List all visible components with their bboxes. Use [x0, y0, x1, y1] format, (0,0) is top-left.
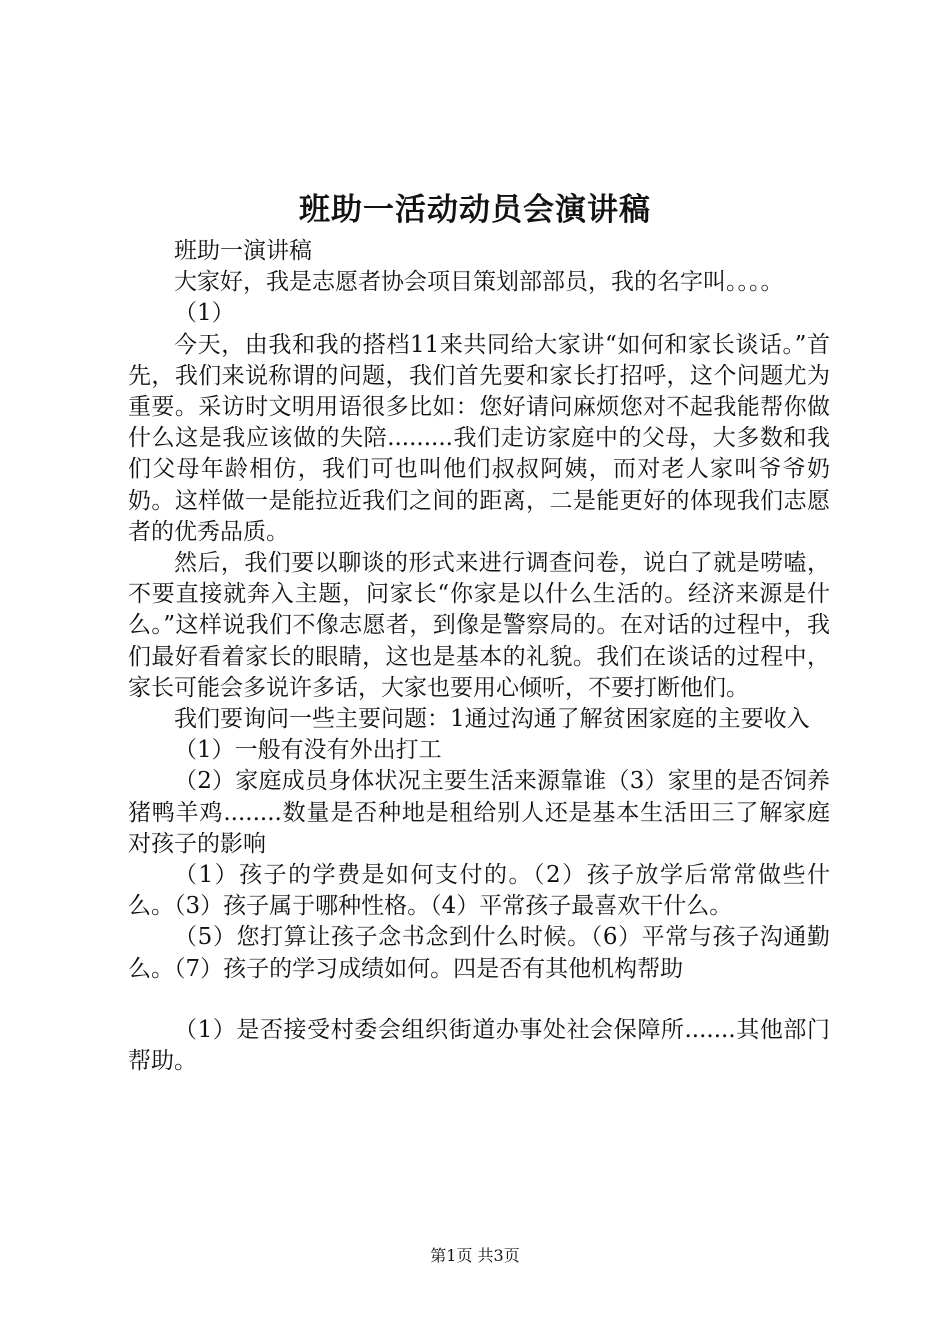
page-footer: 第1页 共3页: [430, 1246, 520, 1265]
paragraph: 班助一演讲稿: [174, 238, 312, 264]
paragraph: （5）您打算让孩子念书念到什么时候。（6）平常与孩子沟通勤么。（7）孩子的学习成绩如何。四是否有其他机构帮助: [128, 924, 830, 982]
paragraph: （1）是否接受村委会组织街道办事处社会保障所.......其他部门帮助。: [128, 1016, 830, 1075]
document-title: 班助一活动动员会演讲稿: [299, 192, 651, 228]
paragraph: （1）: [174, 300, 235, 327]
paragraph: 大家好，我是志愿者协会项目策划部部员，我的名字叫。。。。: [174, 269, 784, 296]
paragraph: 我们要询问一些主要问题：1通过沟通了解贫困家庭的主要收入: [174, 706, 810, 733]
paragraph: 今天，由我和我的搭档11来共同给大家讲“如何和家长谈话。”首先，我们来说称谓的问题，我们首先要和家长打招呼，这个问题尤为重要。采访时文明用语很多比如：您好请问麻烦您对不起我能帮你做什么这是我应该做的失陪.........我们走访家庭中的父母，大多数和我们父母年龄相仿，我们可也叫他们叔叔阿姨，而对老人家叫爷爷奶奶。这样做一是能拉近我们之间的距离，二是能更好的体现我们志愿者的优秀品质。: [128, 331, 830, 545]
document-body: [128, 236, 830, 1077]
paragraph: （1）孩子的学费是如何支付的。（2）孩子放学后常常做些什么。（3）孩子属于哪种性格。（4）平常孩子最喜欢干什么。: [128, 862, 830, 920]
paragraph: （2）家庭成员身体状况主要生活来源靠谁（3）家里的是否饲养猪鸭羊鸡........数量是否种地是租给别人还是基本生活田三了解家庭对孩子的影响: [128, 768, 830, 857]
paragraph: 然后，我们要以聊谈的形式来进行调查问卷，说白了就是唠嗑，不要直接就奔入主题，问家长“你家是以什么生活的。经济来源是什么。”这样说我们不像志愿者，到像是警察局的。在对话的过程中，我们最好看着家长的眼睛，这也是基本的礼貌。我们在谈话的过程中，家长可能会多说许多话，大家也要用心倾听，不要打断他们。: [128, 550, 830, 701]
paragraph: （1）一般有没有外出打工: [174, 737, 442, 764]
